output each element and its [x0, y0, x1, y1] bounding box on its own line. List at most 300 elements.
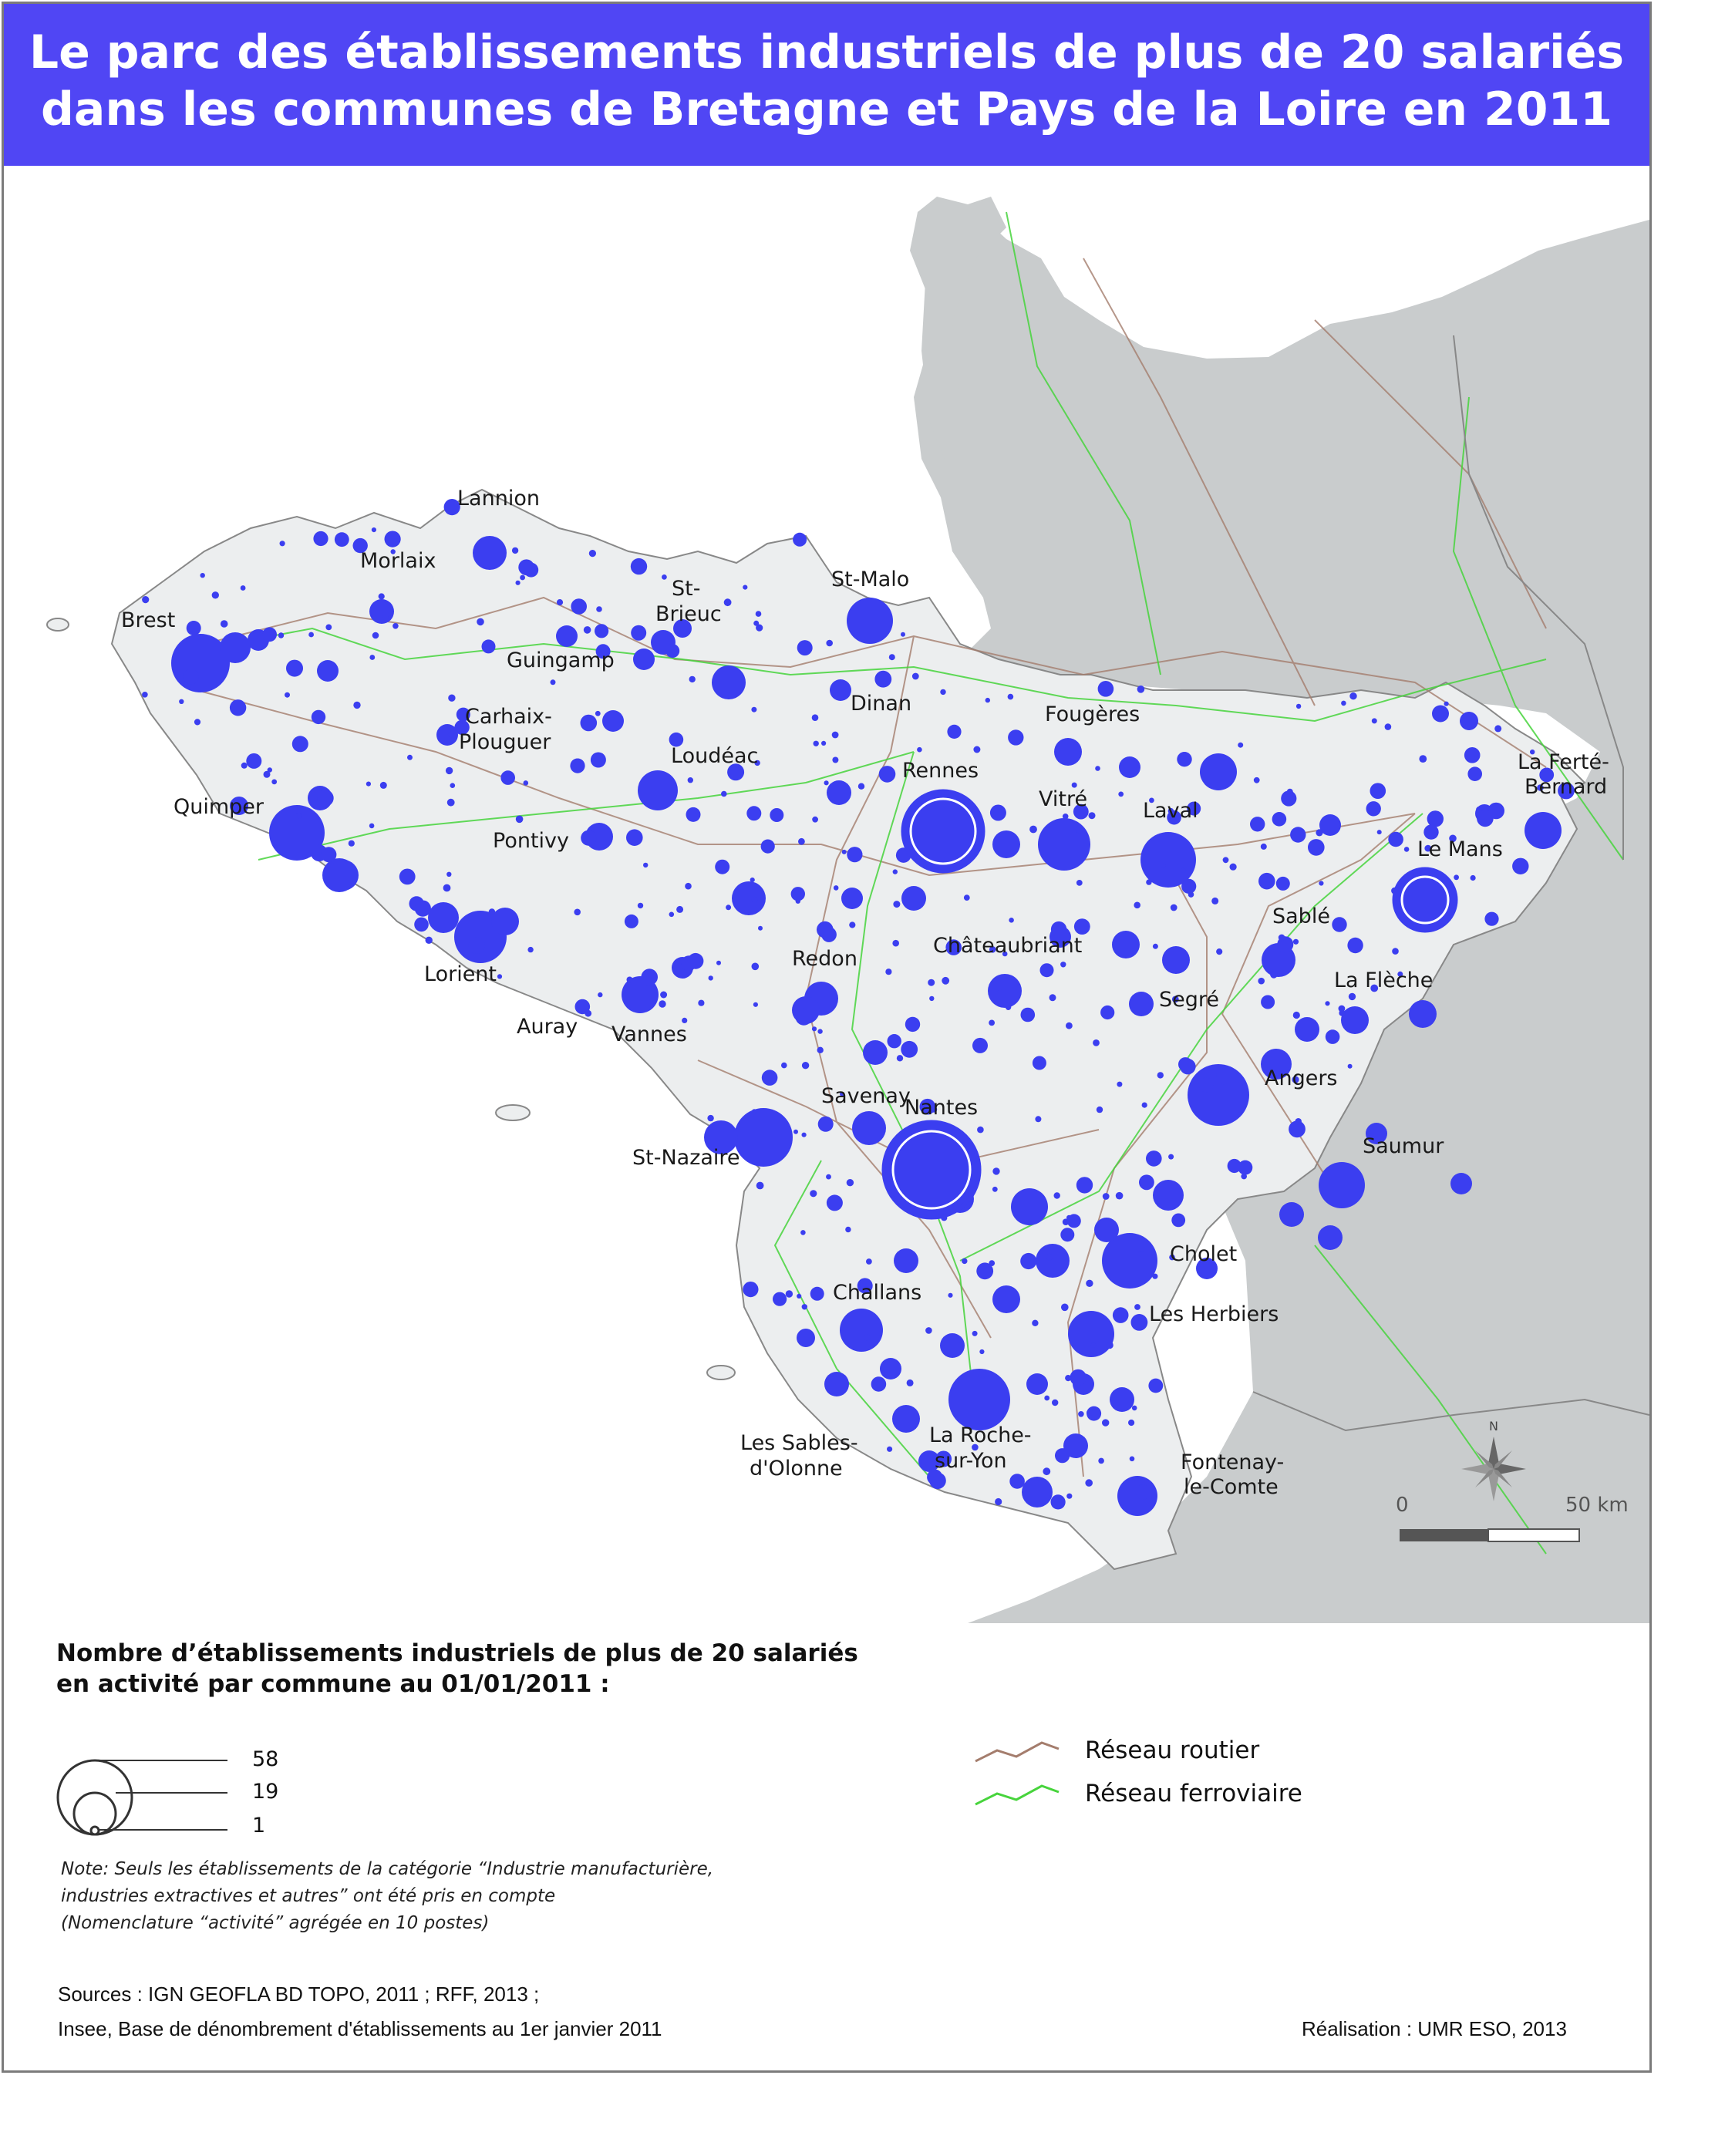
- small-circle: [595, 624, 608, 638]
- small-circle: [1035, 1116, 1041, 1122]
- label-auray: Auray: [517, 1015, 578, 1039]
- small-circle: [1258, 873, 1275, 890]
- small-circle: [1261, 844, 1267, 850]
- small-circle: [1199, 1077, 1214, 1092]
- small-circle: [1066, 1494, 1072, 1499]
- small-circle: [589, 550, 596, 557]
- circle-les-sables: [892, 1405, 920, 1433]
- note-line-2: industries extractives et autres” ont été pris en compte: [61, 1886, 556, 1906]
- small-circle: [1137, 686, 1145, 693]
- small-circle: [1139, 1174, 1154, 1190]
- small-circle: [1471, 875, 1476, 881]
- small-circle: [1419, 755, 1427, 763]
- small-circle: [994, 990, 1009, 1006]
- small-circle: [520, 575, 525, 581]
- circle-saumur: [1319, 1162, 1365, 1208]
- small-circle: [1148, 1379, 1163, 1393]
- small-circle: [1098, 681, 1114, 697]
- small-circle: [1279, 935, 1285, 942]
- label-la-ferte-1: La Ferté-: [1518, 750, 1609, 774]
- small-circle: [686, 807, 701, 822]
- small-circle: [826, 640, 833, 647]
- small-circle: [858, 783, 864, 790]
- small-circle: [1171, 1214, 1185, 1228]
- small-circle: [1134, 1304, 1140, 1310]
- label-fontenay-2: le-Comte: [1184, 1475, 1279, 1499]
- title-banner: [4, 4, 1649, 166]
- small-circle: [280, 541, 285, 546]
- small-circle: [796, 1009, 813, 1026]
- small-circle: [1250, 817, 1265, 831]
- small-circle: [962, 1258, 967, 1264]
- small-circle: [1171, 905, 1178, 911]
- small-circle: [832, 757, 838, 763]
- small-circle: [973, 746, 980, 753]
- label-la-roche-1: La Roche-: [929, 1423, 1032, 1447]
- label-carhaix-2: Plouguer: [459, 730, 551, 754]
- circle: [1011, 1188, 1048, 1225]
- small-circle: [516, 581, 521, 585]
- small-circle: [1060, 962, 1066, 967]
- circle: [602, 710, 624, 732]
- note-line-1: Note: Seuls les établissements de la catégorie “Industrie manufacturière,: [61, 1859, 714, 1879]
- small-circle: [743, 585, 747, 590]
- small-circle: [1153, 944, 1158, 949]
- small-circle: [372, 527, 376, 532]
- legend-circle-symbols: [50, 1745, 251, 1845]
- small-circle: [1106, 1342, 1113, 1349]
- small-circle: [800, 1230, 806, 1235]
- label-fougeres: Fougères: [1045, 702, 1140, 726]
- small-circle: [1230, 864, 1237, 871]
- rail-symbol-icon: [975, 1786, 1059, 1804]
- small-circle: [781, 1063, 787, 1069]
- small-circle: [241, 763, 248, 769]
- label-guingamp: Guingamp: [507, 648, 615, 672]
- label-fontenay-1: Fontenay-: [1181, 1450, 1285, 1474]
- small-circle: [1020, 1253, 1036, 1269]
- circle-morlaix: [369, 599, 394, 624]
- small-circle: [1102, 1419, 1109, 1426]
- small-circle: [1054, 1192, 1060, 1198]
- title-line-1: Le parc des établissements industriels de plus de 20 salariés: [29, 25, 1625, 79]
- small-circle: [321, 847, 336, 862]
- small-circle: [1134, 902, 1140, 909]
- title-line-2: dans les communes de Bretagne et Pays de la Loire en 2011: [40, 83, 1613, 136]
- small-circle: [575, 600, 582, 607]
- small-circle: [312, 710, 325, 724]
- island: [707, 1366, 735, 1380]
- small-circle: [940, 689, 945, 695]
- small-circle: [827, 1194, 843, 1211]
- small-circle: [1392, 948, 1399, 955]
- small-circle: [631, 625, 646, 641]
- small-circle: [688, 777, 693, 783]
- label-quimper: Quimper: [174, 795, 264, 819]
- label-segre: Segré: [1159, 988, 1220, 1012]
- small-circle: [724, 598, 732, 606]
- small-circle: [448, 732, 454, 738]
- small-circle: [901, 1041, 918, 1058]
- small-circle: [824, 780, 829, 785]
- small-circle: [995, 1498, 1002, 1505]
- label-savenay: Savenay: [821, 1084, 911, 1108]
- small-circle: [271, 780, 277, 785]
- small-circle: [990, 805, 1006, 821]
- small-circle: [812, 714, 819, 721]
- small-circle: [285, 692, 290, 698]
- small-circle: [407, 755, 413, 760]
- small-circle: [726, 905, 731, 910]
- small-circle: [1076, 1177, 1093, 1193]
- small-circle: [415, 901, 431, 917]
- circle: [1094, 1218, 1119, 1242]
- small-circle: [834, 885, 839, 891]
- small-circle: [184, 669, 199, 685]
- circle: [940, 1333, 965, 1358]
- small-circle: [1228, 1159, 1242, 1173]
- small-circle: [756, 611, 762, 617]
- small-circle: [1238, 743, 1243, 748]
- small-circle: [992, 1187, 998, 1192]
- small-circle: [1009, 1474, 1025, 1489]
- small-circle: [627, 977, 633, 983]
- small-circle: [1008, 729, 1023, 745]
- small-circle: [676, 906, 683, 913]
- small-circle: [512, 547, 518, 554]
- small-circle: [575, 999, 591, 1015]
- small-circle: [798, 838, 805, 845]
- circle-challans: [840, 1309, 883, 1352]
- circle-laval-2: [1200, 753, 1237, 790]
- small-circle: [707, 1115, 713, 1121]
- small-circle: [1349, 993, 1356, 1000]
- small-circle: [399, 869, 416, 885]
- small-circle: [264, 771, 271, 778]
- sources-line-2: Insee, Base de dénombrement d'établissements au 1er janvier 2011: [58, 2017, 662, 2040]
- label-saumur: Saumur: [1363, 1134, 1444, 1158]
- small-circle: [308, 632, 314, 638]
- small-circle: [929, 996, 934, 1001]
- small-circle: [1070, 1369, 1087, 1386]
- small-circle: [379, 593, 385, 599]
- small-circle: [382, 615, 389, 621]
- small-circle: [1293, 939, 1299, 945]
- circle: [827, 780, 851, 805]
- map-area: [4, 166, 1649, 1623]
- small-circle: [574, 909, 581, 916]
- small-circle: [631, 558, 647, 574]
- note-line-3: (Nomenclature “activité” agrégée en 10 postes): [61, 1913, 490, 1933]
- circle-vitre: [1038, 818, 1090, 871]
- circle-la-roche-sur-yon: [948, 1369, 1010, 1430]
- small-circle: [1008, 694, 1014, 700]
- small-circle: [278, 632, 284, 638]
- legend-circle-1: [91, 1827, 99, 1834]
- circle: [317, 660, 339, 682]
- small-circle: [1100, 1006, 1114, 1019]
- small-circle: [905, 1017, 920, 1032]
- circle-st-brieuc-2: [712, 665, 746, 699]
- small-circle: [426, 937, 433, 944]
- small-circle: [194, 719, 200, 725]
- circle-st-malo: [847, 598, 893, 644]
- small-circle: [482, 639, 496, 653]
- small-circle: [1006, 1005, 1011, 1010]
- small-circle: [1308, 839, 1325, 856]
- small-circle: [1040, 963, 1054, 977]
- small-circle: [262, 627, 277, 642]
- small-circle: [660, 992, 667, 999]
- small-circle: [641, 969, 658, 985]
- legend-value-58: 58: [252, 1747, 279, 1771]
- small-circle: [1467, 766, 1482, 781]
- small-circle: [1281, 790, 1296, 806]
- small-circle: [595, 711, 601, 716]
- small-circle: [758, 926, 763, 931]
- small-circle: [1103, 1193, 1110, 1200]
- small-circle: [826, 1174, 831, 1180]
- small-circle: [1142, 1103, 1147, 1108]
- legend-value-1: 1: [252, 1814, 266, 1838]
- small-circle: [947, 725, 961, 739]
- small-circle: [1146, 1150, 1162, 1167]
- small-circle: [892, 940, 899, 947]
- small-circle: [1168, 1154, 1174, 1160]
- small-circle: [581, 715, 598, 732]
- small-circle: [1366, 801, 1381, 816]
- circle: [1279, 1202, 1304, 1227]
- circle: [841, 888, 863, 909]
- circle: [1112, 931, 1140, 958]
- small-circle: [985, 698, 990, 702]
- label-brest: Brest: [121, 608, 176, 632]
- small-circle: [901, 632, 905, 637]
- small-circle: [296, 813, 302, 819]
- label-lorient: Lorient: [424, 962, 497, 986]
- small-circle: [1341, 701, 1346, 706]
- small-circle: [286, 660, 303, 677]
- small-circle: [1029, 826, 1037, 834]
- label-nantes: Nantes: [905, 1096, 979, 1120]
- ring-le-mans: [1394, 869, 1456, 931]
- small-circle: [1090, 1342, 1096, 1348]
- circle: [1026, 1373, 1048, 1395]
- island: [47, 618, 69, 631]
- small-circle: [443, 884, 451, 892]
- small-circle: [1290, 827, 1306, 842]
- small-circle: [810, 1287, 824, 1301]
- label-les-herbiers: Les Herbiers: [1149, 1302, 1279, 1326]
- small-circle: [743, 1282, 758, 1297]
- circle-brest-2: [220, 632, 251, 663]
- small-circle: [802, 1133, 807, 1137]
- small-circle: [1116, 1192, 1124, 1200]
- small-circle: [928, 979, 935, 986]
- small-circle: [753, 1002, 758, 1007]
- circle-segre: [1129, 992, 1154, 1016]
- circle: [1119, 756, 1140, 778]
- small-circle: [414, 918, 429, 932]
- small-circle: [638, 903, 643, 908]
- circle: [1153, 1180, 1184, 1211]
- small-circle: [845, 1227, 851, 1232]
- small-circle: [1078, 1411, 1084, 1417]
- small-circle: [1276, 877, 1290, 891]
- circle: [491, 908, 519, 935]
- small-circle: [1138, 1251, 1144, 1256]
- map-svg: [4, 166, 1649, 1623]
- small-circle: [897, 1055, 903, 1061]
- small-circle: [887, 1447, 892, 1452]
- small-circle: [317, 790, 334, 807]
- small-circle: [888, 1034, 901, 1048]
- label-chateaubriant: Châteaubriant: [933, 934, 1083, 958]
- small-circle: [925, 1327, 932, 1334]
- scale-max-label: 50 km: [1565, 1494, 1629, 1517]
- credit-line: Réalisation : UMR ESO, 2013: [1302, 2017, 1567, 2040]
- small-circle: [1404, 847, 1410, 852]
- small-circle: [1051, 1494, 1066, 1509]
- small-circle: [709, 975, 713, 980]
- small-circle: [369, 655, 375, 660]
- small-circle: [1095, 766, 1100, 771]
- small-circle: [1181, 868, 1186, 874]
- small-circle: [385, 531, 401, 547]
- circle-loudeac: [638, 770, 678, 810]
- small-circle: [1063, 814, 1069, 820]
- small-circle: [1370, 783, 1386, 799]
- small-circle: [814, 741, 819, 746]
- small-circle: [625, 915, 638, 928]
- small-circle: [497, 974, 502, 979]
- circle: [992, 1285, 1020, 1313]
- small-circle: [349, 841, 355, 847]
- circle: [633, 648, 655, 670]
- small-circle: [393, 623, 399, 629]
- small-circle: [1211, 898, 1218, 905]
- small-circle: [752, 897, 758, 903]
- small-circle: [212, 591, 219, 598]
- small-circle: [1097, 1107, 1103, 1113]
- circle: [1409, 1000, 1437, 1028]
- small-circle: [716, 961, 721, 965]
- label-vannes: Vannes: [611, 1022, 687, 1046]
- small-circle: [598, 992, 602, 997]
- ring-rennes: [903, 791, 983, 871]
- circle: [824, 1372, 849, 1396]
- legend-line-symbols: [974, 1740, 1066, 1809]
- small-circle: [1065, 1375, 1071, 1381]
- small-circle: [241, 585, 246, 591]
- small-circle: [1270, 971, 1278, 979]
- small-circle: [1432, 706, 1449, 723]
- small-circle: [380, 782, 387, 789]
- label-vitre: Vitré: [1039, 787, 1088, 811]
- small-circle: [812, 817, 818, 823]
- circle: [863, 1040, 888, 1065]
- small-circle: [917, 747, 922, 753]
- small-circle: [893, 901, 900, 908]
- small-circle: [786, 1290, 793, 1297]
- small-circle: [200, 573, 205, 578]
- small-circle: [1254, 777, 1260, 783]
- label-sable: Sablé: [1272, 905, 1330, 928]
- small-circle: [446, 872, 451, 877]
- small-circle: [1293, 1012, 1300, 1019]
- ring-nantes: [884, 1122, 979, 1218]
- small-circle: [1098, 1458, 1104, 1464]
- small-circle: [893, 869, 898, 874]
- small-circle: [1372, 718, 1377, 723]
- small-circle: [832, 732, 839, 739]
- label-laval: Laval: [1143, 799, 1198, 823]
- circle: [732, 881, 766, 915]
- circle: [1162, 946, 1190, 974]
- small-circle: [912, 673, 919, 680]
- label-la-fleche: La Flèche: [1334, 969, 1434, 992]
- small-circle: [1067, 1214, 1081, 1228]
- legend-circle-58: [58, 1760, 132, 1834]
- small-circle: [761, 840, 775, 854]
- circle: [428, 902, 459, 933]
- small-circle: [752, 1109, 756, 1113]
- small-circle: [1272, 812, 1287, 827]
- small-circle: [864, 1335, 870, 1341]
- label-st-brieuc-1: St-: [672, 577, 701, 601]
- label-les-sables-2: d'Olonne: [750, 1457, 843, 1481]
- small-circle: [669, 912, 675, 918]
- small-circle: [1348, 1064, 1353, 1069]
- small-circle: [802, 1304, 807, 1309]
- scale-min-label: 0: [1396, 1494, 1409, 1517]
- small-circle: [821, 741, 826, 746]
- small-circle: [1032, 1320, 1038, 1326]
- road-symbol-icon: [975, 1743, 1059, 1761]
- small-circle: [874, 671, 891, 688]
- circle: [1318, 1225, 1343, 1250]
- circle: [1110, 1387, 1134, 1412]
- small-circle: [1216, 948, 1222, 955]
- small-circle: [1076, 880, 1083, 886]
- circle-guingamp: [556, 625, 578, 647]
- label-loudeac: Loudéac: [671, 744, 759, 768]
- small-circle: [976, 1262, 993, 1279]
- small-circle: [842, 850, 847, 854]
- small-circle: [1117, 1082, 1122, 1087]
- small-circle: [751, 707, 756, 712]
- small-circle: [689, 676, 696, 682]
- small-circle: [942, 977, 949, 985]
- small-circle: [1061, 1304, 1069, 1312]
- small-circle: [849, 921, 855, 928]
- small-circle: [1385, 723, 1392, 730]
- circle-la-fleche: [1341, 1006, 1369, 1034]
- small-circle: [1074, 918, 1090, 935]
- small-circle: [1377, 830, 1382, 834]
- circle: [894, 1248, 918, 1273]
- small-circle: [1339, 1010, 1345, 1016]
- small-circle: [353, 702, 360, 709]
- small-circle: [596, 606, 602, 612]
- small-circle: [746, 806, 761, 820]
- small-circle: [662, 574, 667, 580]
- small-circle: [446, 767, 453, 774]
- small-circle: [551, 679, 556, 685]
- small-circle: [1216, 1069, 1232, 1085]
- small-circle: [812, 1026, 817, 1031]
- small-circle: [1076, 826, 1083, 834]
